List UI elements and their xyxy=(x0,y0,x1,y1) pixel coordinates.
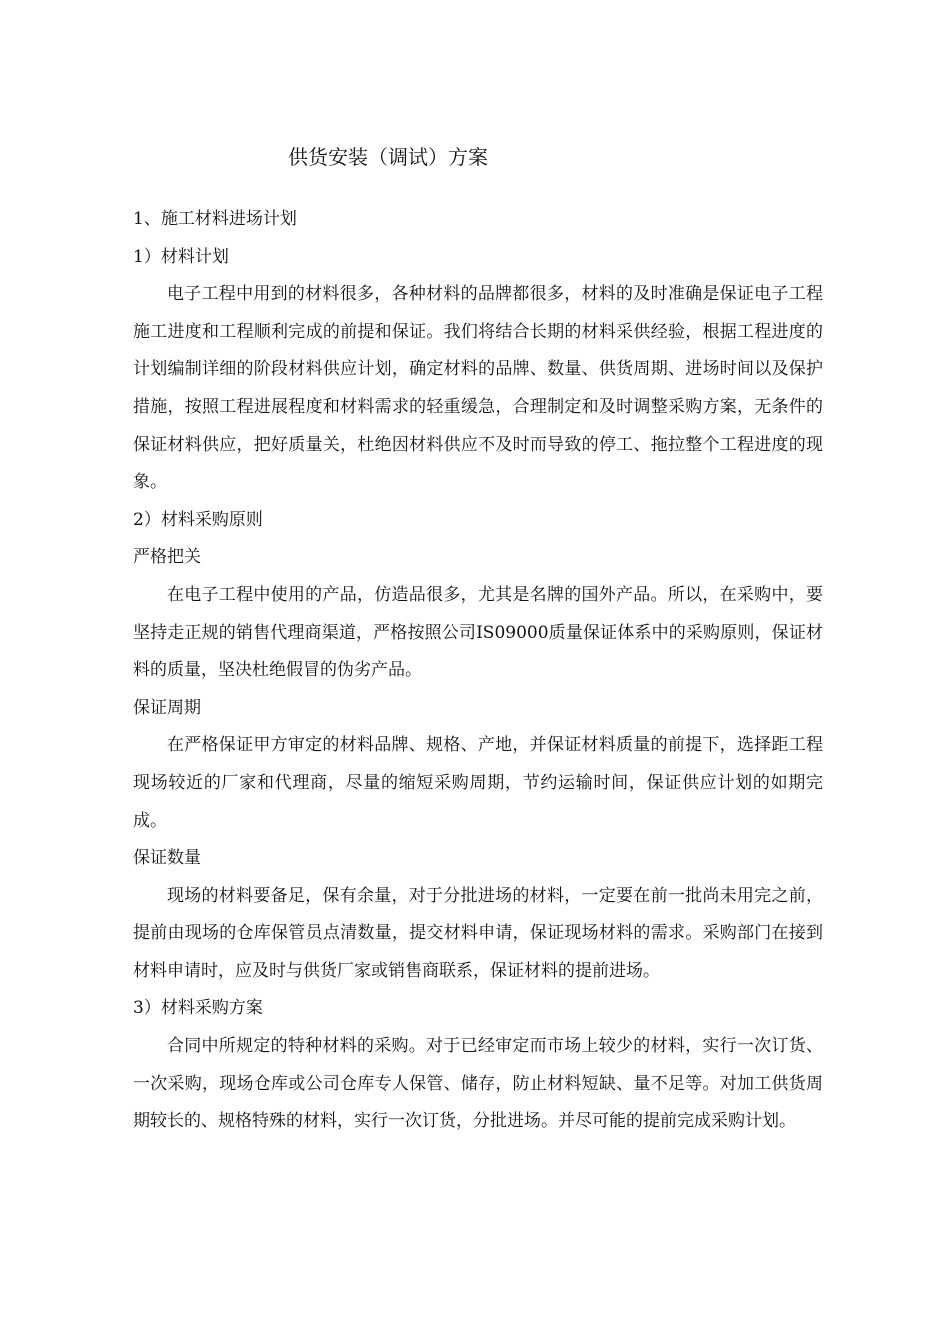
guarantee-period-paragraph: 在严格保证甲方审定的材料品牌、规格、产地，并保证材料质量的前提下，选择距工程现场较近的厂家和代理商，尽量的缩短采购周期，节约运输时间，保证供应计划的如期完成。 xyxy=(133,735,823,831)
purchase-plan-paragraph: 合同中所规定的特种材料的采购。对于已经审定而市场上较少的材料，实行一次订货、一次采购，现场仓库或公司仓库专人保管、储存，防止材料短缺、量不足等。对加工供货周期较长的、规格特殊的材料，实行一次订货，分批进场。并尽可能的提前完成采购计划。 xyxy=(133,1036,823,1132)
subsection-3-heading: 3）材料采购方案 xyxy=(133,998,263,1019)
document-body xyxy=(133,201,823,1141)
section-1-heading: 1、施工材料进场计划 xyxy=(133,209,297,229)
strict-control-heading: 严格把关 xyxy=(133,547,201,568)
subsection-2-heading: 2）材料采购原则 xyxy=(133,509,263,530)
guarantee-quantity-heading: 保证数量 xyxy=(133,848,201,869)
page-title: 供货安装（调试）方案 xyxy=(288,145,488,169)
strict-control-paragraph: 在电子工程中使用的产品，仿造品很多，尤其是名牌的国外产品。所以，在采购中，要坚持走正规的销售代理商渠道，严格按照公司IS09000质量保证体系中的采购原则，保证材料的质量，坚决杜绝假冒的伪劣产品。 xyxy=(133,584,823,681)
material-plan-paragraph: 电子工程中用到的材料很多，各种材料的品牌都很多，材料的及时准确是保证电子工程施工进度和工程顺利完成的前提和保证。我们将结合长期的材料采供经验，根据工程进度的计划编制详细的阶段材料供应计划，确定材料的品牌、数量、供货周期、进场时间以及保护措施，按照工程进展程度和材料需求的轻重缓急，合理制定和及时调整采购方案，无条件的保证材料供应，把好质量关，杜绝因材料供应不及时而导致的停工、拖拉整个工程进度的现象。 xyxy=(133,284,823,493)
guarantee-period-heading: 保证周期 xyxy=(133,697,201,718)
guarantee-quantity-paragraph: 现场的材料要备足，保有余量，对于分批进场的材料，一定要在前一批尚未用完之前，提前由现场的仓库保管员点清数量，提交材料申请，保证现场材料的需求。采购部门在接到材料申请时，应及时与供货厂家或销售商联系，保证材料的提前进场。 xyxy=(133,885,823,981)
subsection-1-heading: 1）材料计划 xyxy=(133,246,229,267)
